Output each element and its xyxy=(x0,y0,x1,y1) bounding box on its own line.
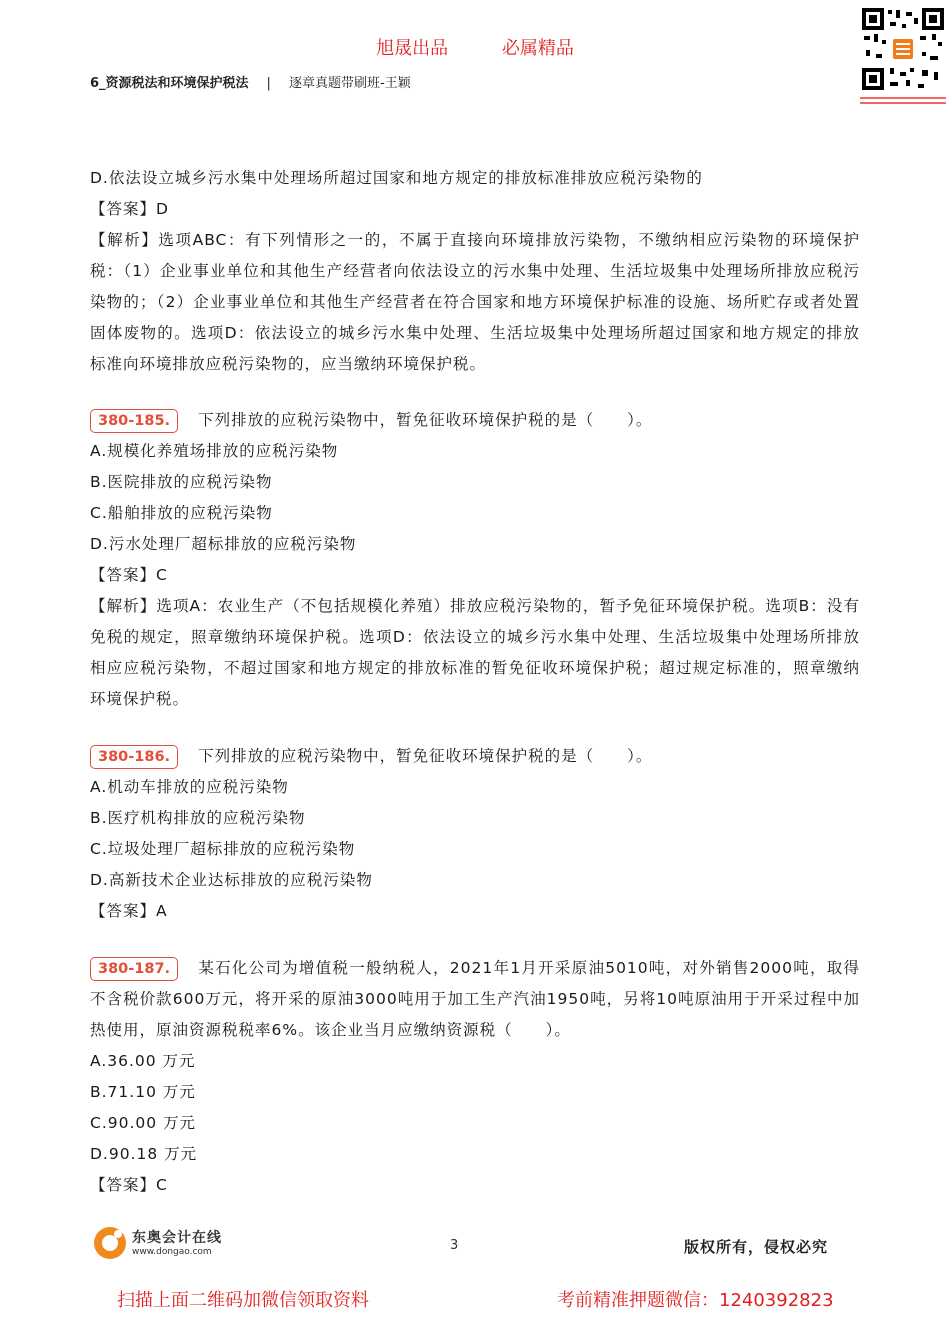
promo-bottom-left: 扫描上面二维码加微信领取资料 xyxy=(117,1290,369,1311)
qr-code-icon xyxy=(860,6,946,92)
question-number: 380-185. xyxy=(90,409,178,433)
question-number: 380-186. xyxy=(90,745,178,769)
question-184-continuation xyxy=(90,163,860,380)
promo-banner-top xyxy=(0,34,950,60)
analysis: 【解析】选项A：农业生产（不包括规模化养殖）排放应税污染物的，暂予免征环境保护税。选项B：没有免税的规定，照章缴纳环境保护税。选项D：依法设立的城乡污水集中处理、生活垃圾集中处理场所排放相应应税污染物，不超过国家和地方规定的排放标准的暂免征收环境保护税；超过规定标准的，照章缴纳环境保护税。 xyxy=(90,597,860,708)
promo-right-text: 必属精品 xyxy=(501,38,574,59)
option-c: C.船舶排放的应税污染物 xyxy=(90,504,273,522)
page-header xyxy=(90,72,411,91)
option-b: B.医院排放的应税污染物 xyxy=(90,473,273,491)
answer: 【答案】C xyxy=(90,566,168,584)
analysis: 【解析】选项ABC：有下列情形之一的，不属于直接向环境排放污染物，不缴纳相应污染物的环境保护税：（1）企业事业单位和其他生产经营者向依法设立的污水集中处理、生活垃圾集中处理场所排放应税污染物的；（2）企业事业单位和其他生产经营者在符合国家和地方环境保护标准的设施、场所贮存或者处置固体废物的。选项D：依法设立的城乡污水集中处理、生活垃圾集中处理场所超过国家和地方规定的排放标准向环境排放应税污染物的，应当缴纳环境保护税。 xyxy=(90,231,860,373)
option-a: A.36.00 万元 xyxy=(90,1052,196,1070)
qr-caption-decoration xyxy=(860,94,946,110)
option-c: C.90.00 万元 xyxy=(90,1114,197,1132)
option-d: D.污水处理厂超标排放的应税污染物 xyxy=(90,535,357,553)
copyright-notice: 版权所有，侵权必究 xyxy=(684,1238,829,1256)
header-separator: | xyxy=(266,76,271,91)
chapter-title: 6_资源税法和环境保护税法 xyxy=(90,76,249,91)
option-b: B.71.10 万元 xyxy=(90,1083,196,1101)
option-c: C.垃圾处理厂超标排放的应税污染物 xyxy=(90,840,356,858)
option-a: A.规模化养殖场排放的应税污染物 xyxy=(90,442,339,460)
answer: 【答案】C xyxy=(90,1176,168,1194)
question-number: 380-187. xyxy=(90,957,178,981)
question-stem: 下列排放的应税污染物中，暂免征收环境保护税的是（ ）。 xyxy=(198,747,653,765)
answer: 【答案】D xyxy=(90,200,169,218)
answer: 【答案】A xyxy=(90,902,168,920)
option-d: D.依法设立城乡污水集中处理场所超过国家和地方规定的排放标准排放应税污染物的 xyxy=(90,169,703,187)
option-d: D.高新技术企业达标排放的应税污染物 xyxy=(90,871,373,889)
page-number: 3 xyxy=(450,1238,459,1253)
logo-text: 东奥会计在线 xyxy=(132,1230,222,1246)
question-187 xyxy=(90,953,860,1201)
question-185 xyxy=(90,405,860,715)
question-stem: 下列排放的应税污染物中，暂免征收环境保护税的是（ ）。 xyxy=(198,411,653,429)
promo-bottom-right: 考前精准押题微信：1240392823 xyxy=(557,1290,834,1311)
question-186 xyxy=(90,741,860,927)
dongao-logo-icon xyxy=(92,1225,128,1261)
option-d: D.90.18 万元 xyxy=(90,1145,198,1163)
question-stem: 某石化公司为增值税一般纳税人，2021年1月开采原油5010吨，对外销售2000吨，取得不含税价款600万元，将开采的原油3000吨用于加工生产汽油1950吨，另将10吨原油用于开采过程中加热使用，原油资源税税率6%。该企业当月应缴纳资源税（ ）。 xyxy=(90,959,860,1039)
option-a: A.机动车排放的应税污染物 xyxy=(90,778,289,796)
course-title: 逐章真题带刷班-王颖 xyxy=(288,76,411,91)
option-b: B.医疗机构排放的应税污染物 xyxy=(90,809,306,827)
promo-left-text: 旭晟出品 xyxy=(376,38,449,59)
logo-url: www.dongao.com xyxy=(132,1247,212,1257)
